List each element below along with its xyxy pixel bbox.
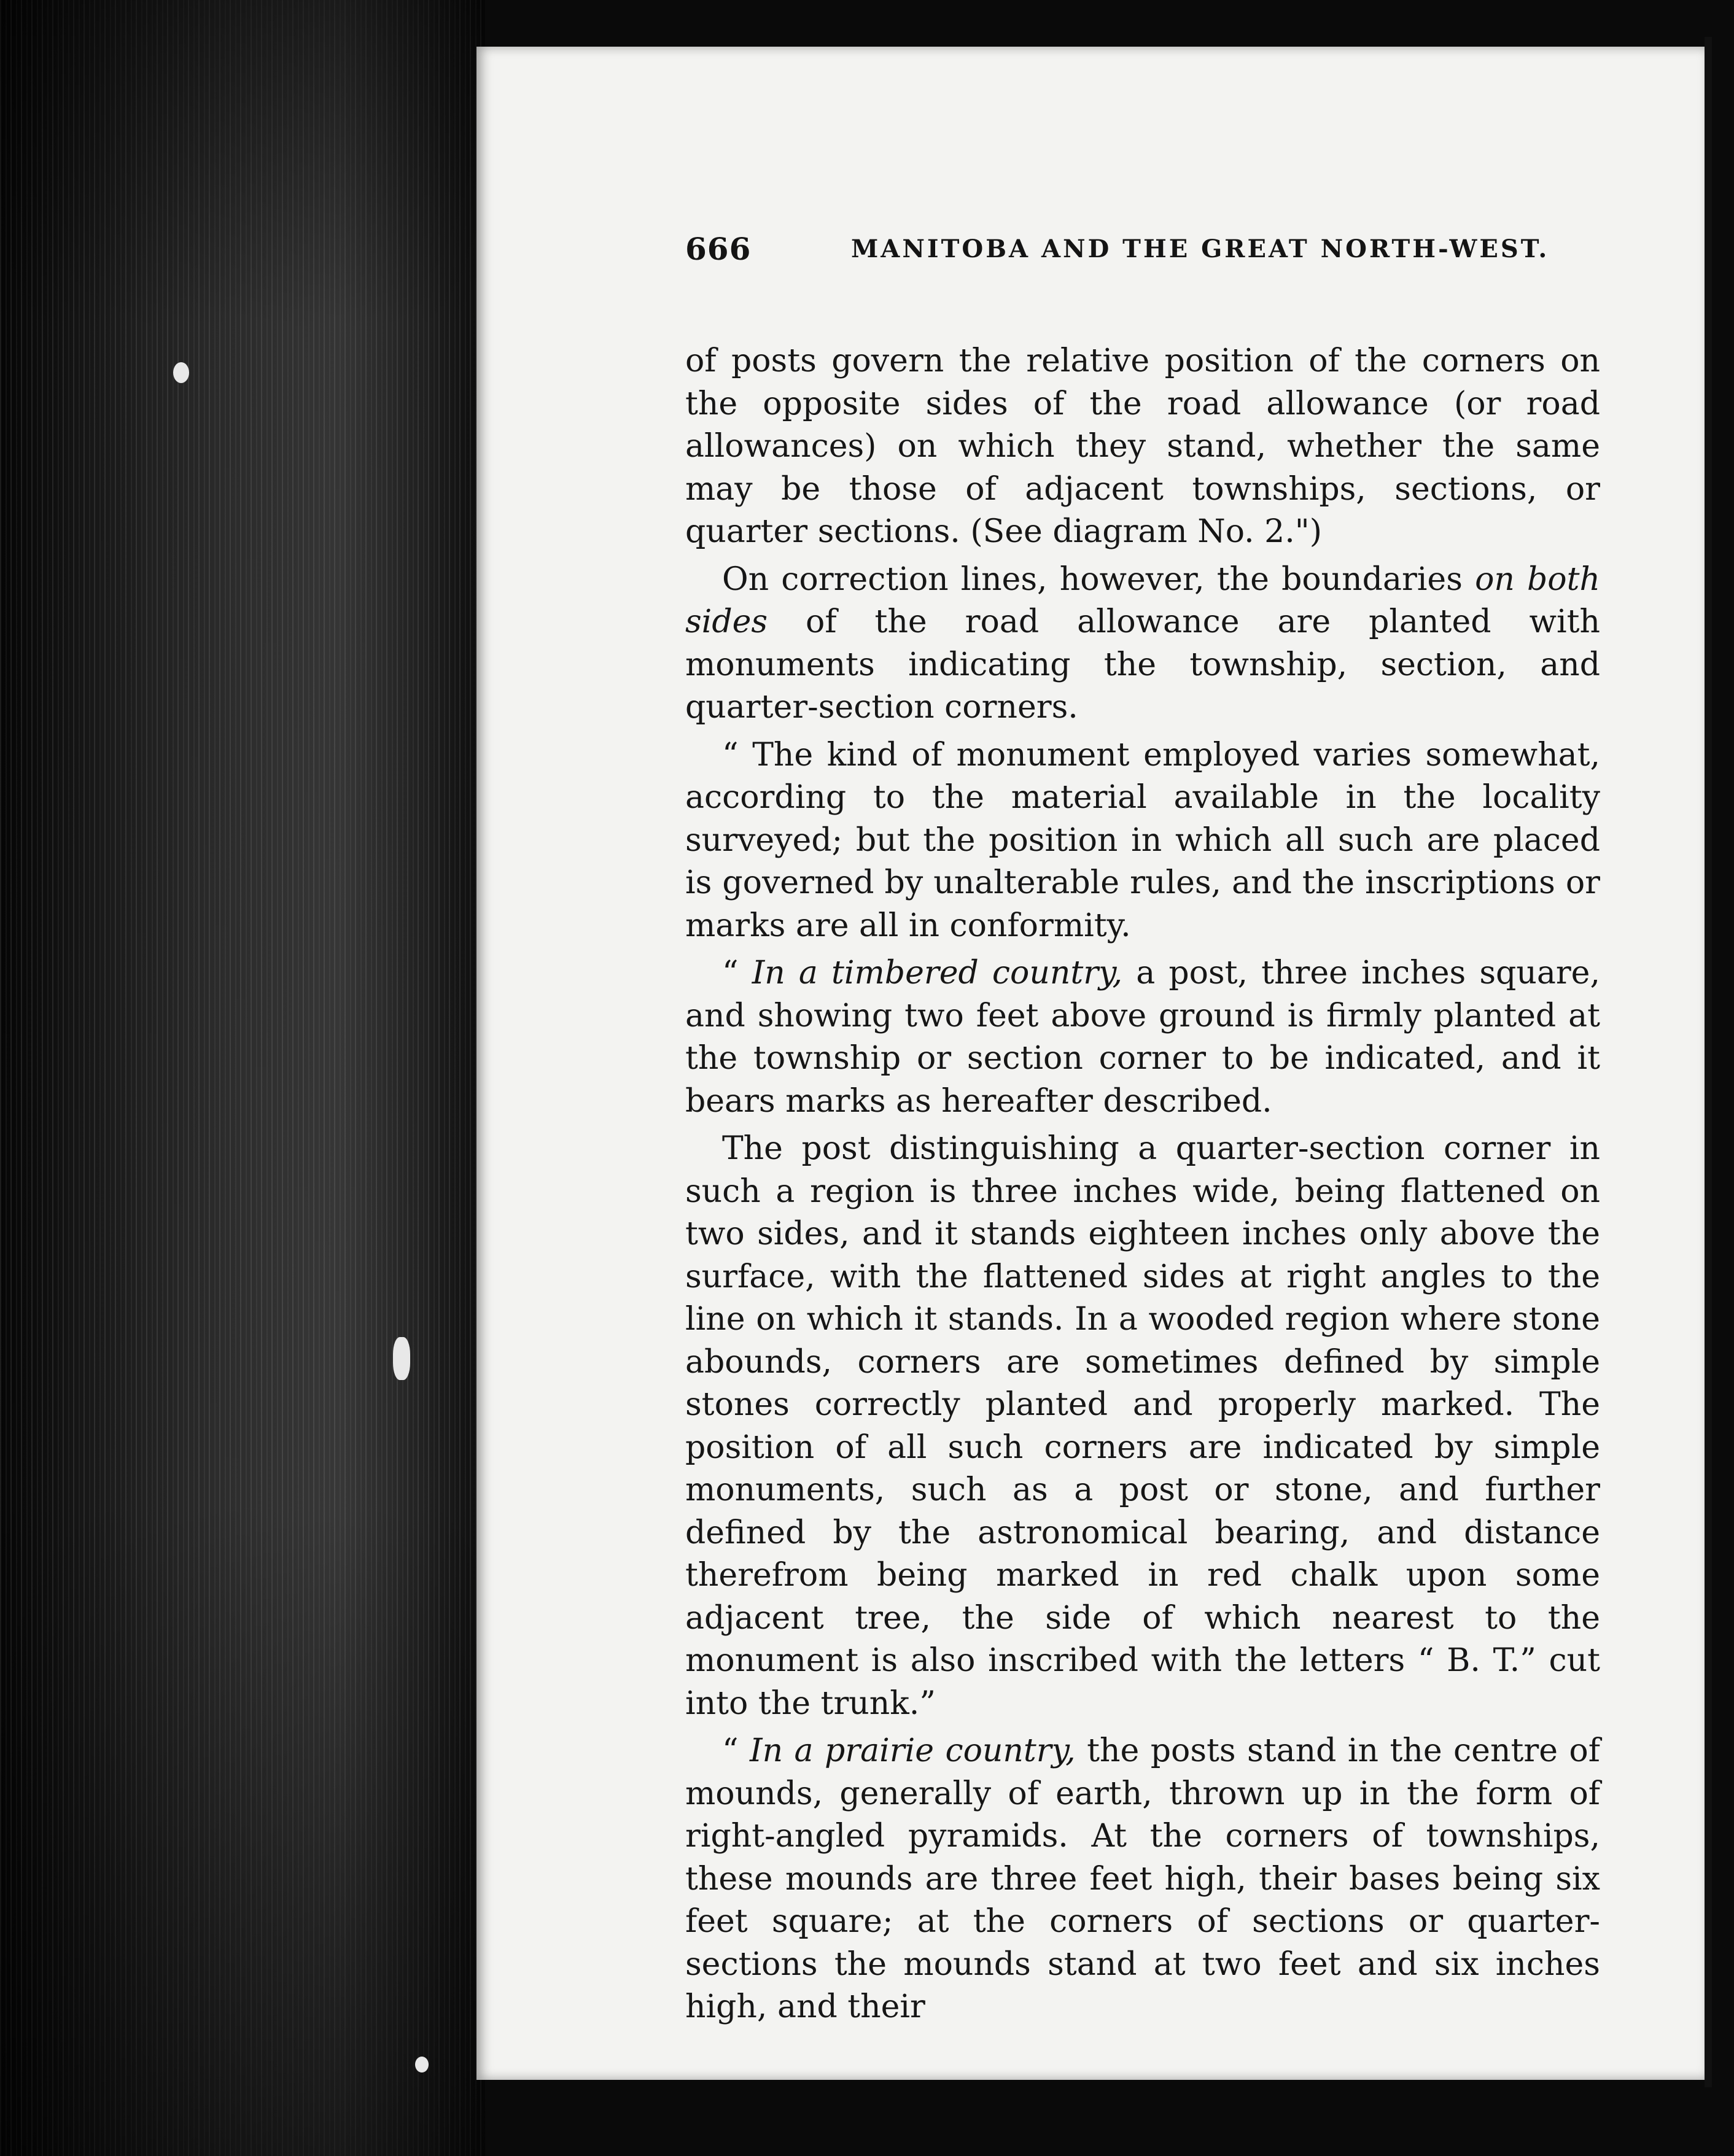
page [476,47,1705,2080]
paragraph-2-start: On correction lines, however, the boundaries [722,560,1475,598]
dust-speck [173,362,189,383]
paragraph-1-text: of posts govern the relative position of the corners on the opposite sides of the road allowance (or road allowances) on which they stand, whether the same may be those of adjacent townships, sections, or quarter sections. (See diagram No. 2.") [685,343,1600,550]
paragraph-4-start: “ [722,955,752,991]
dust-speck [393,1337,410,1380]
paragraph-1 [685,340,1600,554]
book-edge-shadow [0,0,485,2156]
paragraph-4-end: a post, three inches square, and showing two feet above ground is firmly planted at the township or section corner to be indicated, and it bears marks as hereafter described. [685,955,1600,1120]
paragraph-3 [685,734,1600,948]
page-right-border [1705,37,1712,2087]
running-head [685,231,1600,280]
paragraph-5-text: The post distinguishing a quarter-section corner in such a region is three inches wide, being flattened on two sides, and it stands eighteen inches only above the surface, with the flattened sides at right angles to the line on which it stands. In a wooded region where stone abounds, corners are sometimes defined by simple stones correctly planted and properly marked. The position of all such corners are indicated by simple monuments, such as a post or stone, and further defined by the astronomical bearing, and distance therefrom being marked in red chalk upon some adjacent tree, the side of which nearest to the monument is also inscribed with the letters “ B. T.” cut into the trunk.” [685,1130,1600,1722]
paragraph-6-emphasis: In a prairie country, [750,1732,1076,1769]
paragraph-2-emphasis: on both sides [685,560,1600,640]
paragraph-2 [685,559,1600,729]
paragraph-6 [685,1730,1600,2029]
paragraph-5 [685,1128,1600,1725]
paragraph-2-end: of the road allowance are planted with monuments indicating the township, section, and quarter-section corners. [685,603,1600,726]
running-title: MANITOBA AND THE GREAT NORTH-WEST. [851,235,1550,263]
paragraph-3-text: “ The kind of monument employed varies somewhat, according to the material available in the locality surveyed; but the position in which all such are placed is governed by unalterable rules, and the inscriptions or marks are all in conformity. [685,736,1600,944]
paragraph-6-end: the posts stand in the centre of mounds, generally of earth, thrown up in the form of right-angled pyramids. At the corners of townships, these mounds are three feet high, their bases being six feet square; at the corners of sections or quarter-sections the mounds stand at two feet and six inches high, and their [685,1732,1600,2025]
dust-speck [415,2057,429,2073]
page-number: 666 [685,231,752,267]
body-text [685,340,1600,2034]
paragraph-6-start: “ [722,1732,750,1769]
paragraph-4 [685,952,1600,1123]
paragraph-4-emphasis: In a timbered country, [752,955,1123,991]
